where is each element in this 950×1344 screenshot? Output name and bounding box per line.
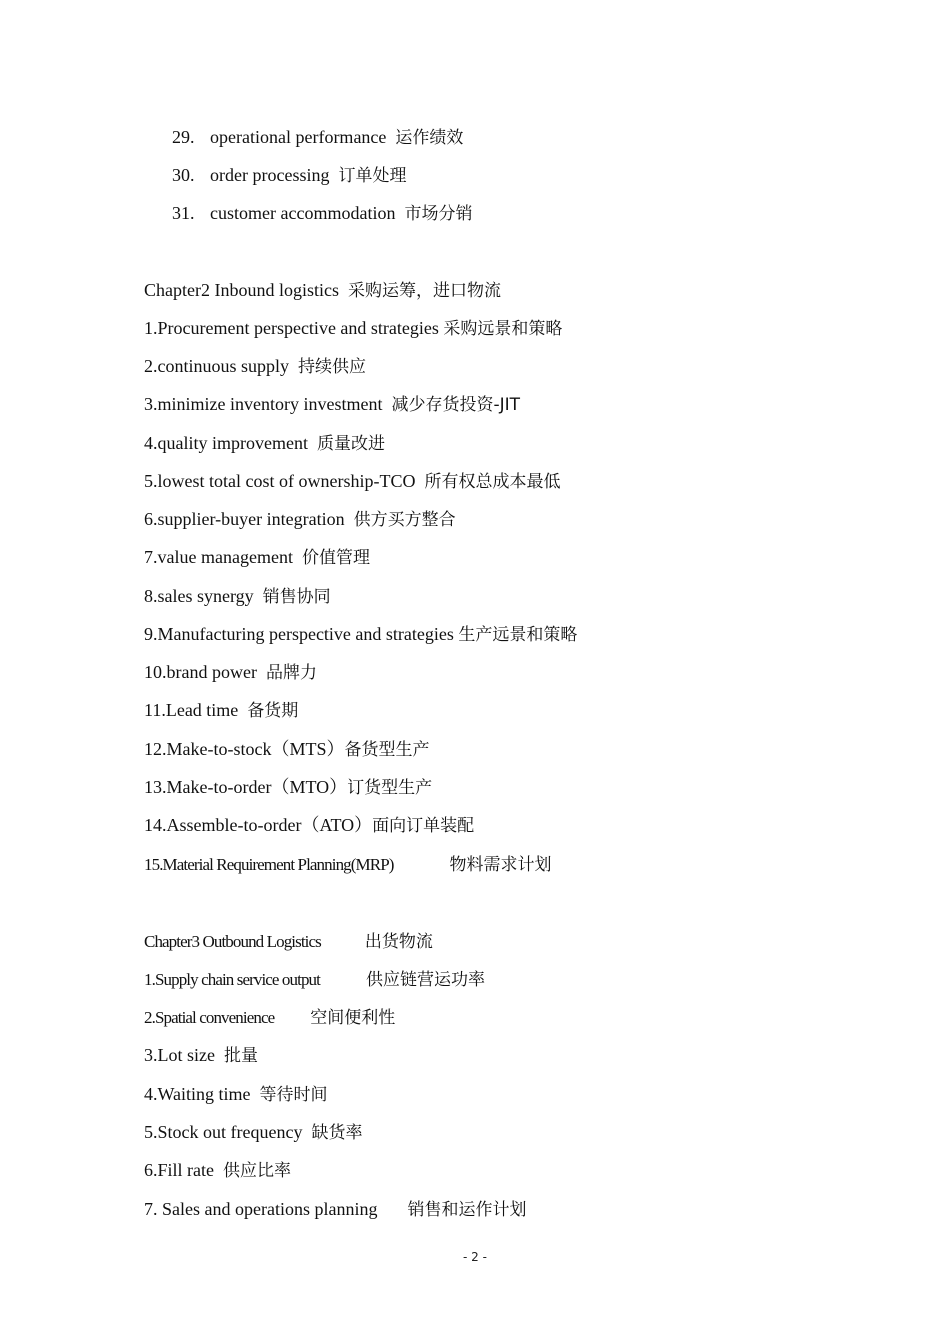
list-item xyxy=(144,393,520,416)
list-item xyxy=(144,1044,258,1067)
term-en: 12.Make-to-stock（MTS） xyxy=(144,739,345,759)
term-en: 5.Stock out frequency xyxy=(144,1122,303,1142)
term-cn: 销售和运作计划 xyxy=(407,1200,527,1220)
term-cn: 所有权总成本最低 xyxy=(424,472,561,492)
list-item xyxy=(144,508,456,531)
term-en: 9.Manufacturing perspective and strategies xyxy=(144,624,454,644)
list-item xyxy=(144,1198,526,1221)
list-item xyxy=(172,164,406,187)
term-cn: 采购远景和策略 xyxy=(443,319,563,339)
term-en: customer accommodation xyxy=(210,203,396,223)
list-item xyxy=(144,317,562,340)
term-cn: 价值管理 xyxy=(301,548,370,568)
list-item xyxy=(144,661,317,684)
term-cn: 持续供应 xyxy=(298,357,367,377)
term-en: 14.Assemble-to-order（ATO） xyxy=(144,815,373,835)
term-cn: 备货型生产 xyxy=(344,740,430,760)
term-cn: 供方买方整合 xyxy=(353,510,456,530)
list-item xyxy=(144,776,432,799)
term-en: 15.Material Requirement Planning(MRP) xyxy=(144,855,394,874)
term-en: 3.minimize inventory investment xyxy=(144,394,383,414)
term-cn: 供应链营运功率 xyxy=(365,970,485,990)
term-en: 2.continuous supply xyxy=(144,356,290,376)
list-item xyxy=(144,470,560,493)
term-cn: 空间便利性 xyxy=(310,1008,396,1028)
list-item xyxy=(144,853,552,876)
list-item xyxy=(144,546,370,569)
list-item xyxy=(144,432,385,455)
list-item xyxy=(144,968,485,991)
term-cn: 订货型生产 xyxy=(347,778,433,798)
term-cn: 物料需求计划 xyxy=(449,855,552,875)
term-en: 6.Fill rate xyxy=(144,1160,214,1180)
term-en: 3.Lot size xyxy=(144,1045,215,1065)
page-number: - 2 - xyxy=(463,1250,487,1264)
term-cn: 质量改进 xyxy=(316,434,385,454)
chapter-heading-cn: 采购运筹，进口物流 xyxy=(347,281,501,301)
list-item xyxy=(144,1083,328,1106)
item-number: 30. xyxy=(172,165,195,185)
chapter-heading xyxy=(144,930,433,953)
term-cn: 运作绩效 xyxy=(395,128,464,148)
term-en: 2.Spatial convenience xyxy=(144,1008,275,1027)
list-item xyxy=(144,623,577,646)
list-item xyxy=(144,738,429,761)
term-en: 13.Make-to-order（MTO） xyxy=(144,777,348,797)
list-item xyxy=(144,1006,395,1029)
term-en: 4.quality improvement xyxy=(144,433,308,453)
term-en: 4.Waiting time xyxy=(144,1084,251,1104)
list-item xyxy=(144,814,474,837)
term-cn: 生产远景和策略 xyxy=(458,625,578,645)
term-en: 1.Supply chain service output xyxy=(144,970,320,989)
list-item xyxy=(172,202,472,225)
term-cn: 缺货率 xyxy=(311,1123,363,1143)
list-item xyxy=(172,126,463,149)
item-number: 31. xyxy=(172,203,195,223)
term-cn: 减少存货投资-JIT xyxy=(391,395,521,415)
list-item xyxy=(144,1159,291,1182)
list-item xyxy=(144,1121,362,1144)
term-cn: 品牌力 xyxy=(265,663,317,683)
list-item xyxy=(144,355,366,378)
term-en: 10.brand power xyxy=(144,662,257,682)
chapter-heading xyxy=(144,279,501,302)
chapter-heading-en: Chapter3 Outbound Logistics xyxy=(144,932,321,951)
term-cn: 批量 xyxy=(223,1046,258,1066)
term-en: 8.sales synergy xyxy=(144,586,254,606)
term-cn: 备货期 xyxy=(247,701,299,721)
term-cn: 供应比率 xyxy=(223,1161,291,1181)
item-number: 29. xyxy=(172,127,195,147)
term-en: operational performance xyxy=(210,127,387,147)
term-en: order processing xyxy=(210,165,330,185)
term-en: 11.Lead time xyxy=(144,700,239,720)
term-cn: 销售协同 xyxy=(262,587,331,607)
term-cn: 等待时间 xyxy=(259,1085,328,1105)
term-en: 5.lowest total cost of ownership-TCO xyxy=(144,471,416,491)
chapter-heading-en: Chapter2 Inbound logistics xyxy=(144,280,339,300)
list-item xyxy=(144,585,331,608)
term-en: 7.value management xyxy=(144,547,293,567)
chapter-heading-cn: 出货物流 xyxy=(364,932,433,952)
term-en: 6.supplier-buyer integration xyxy=(144,509,345,529)
term-cn: 面向订单装配 xyxy=(372,816,475,836)
term-en: 7. Sales and operations planning xyxy=(144,1199,378,1219)
list-item xyxy=(144,699,298,722)
term-cn: 订单处理 xyxy=(338,166,407,186)
term-cn: 市场分销 xyxy=(404,204,473,224)
term-en: 1.Procurement perspective and strategies xyxy=(144,318,439,338)
